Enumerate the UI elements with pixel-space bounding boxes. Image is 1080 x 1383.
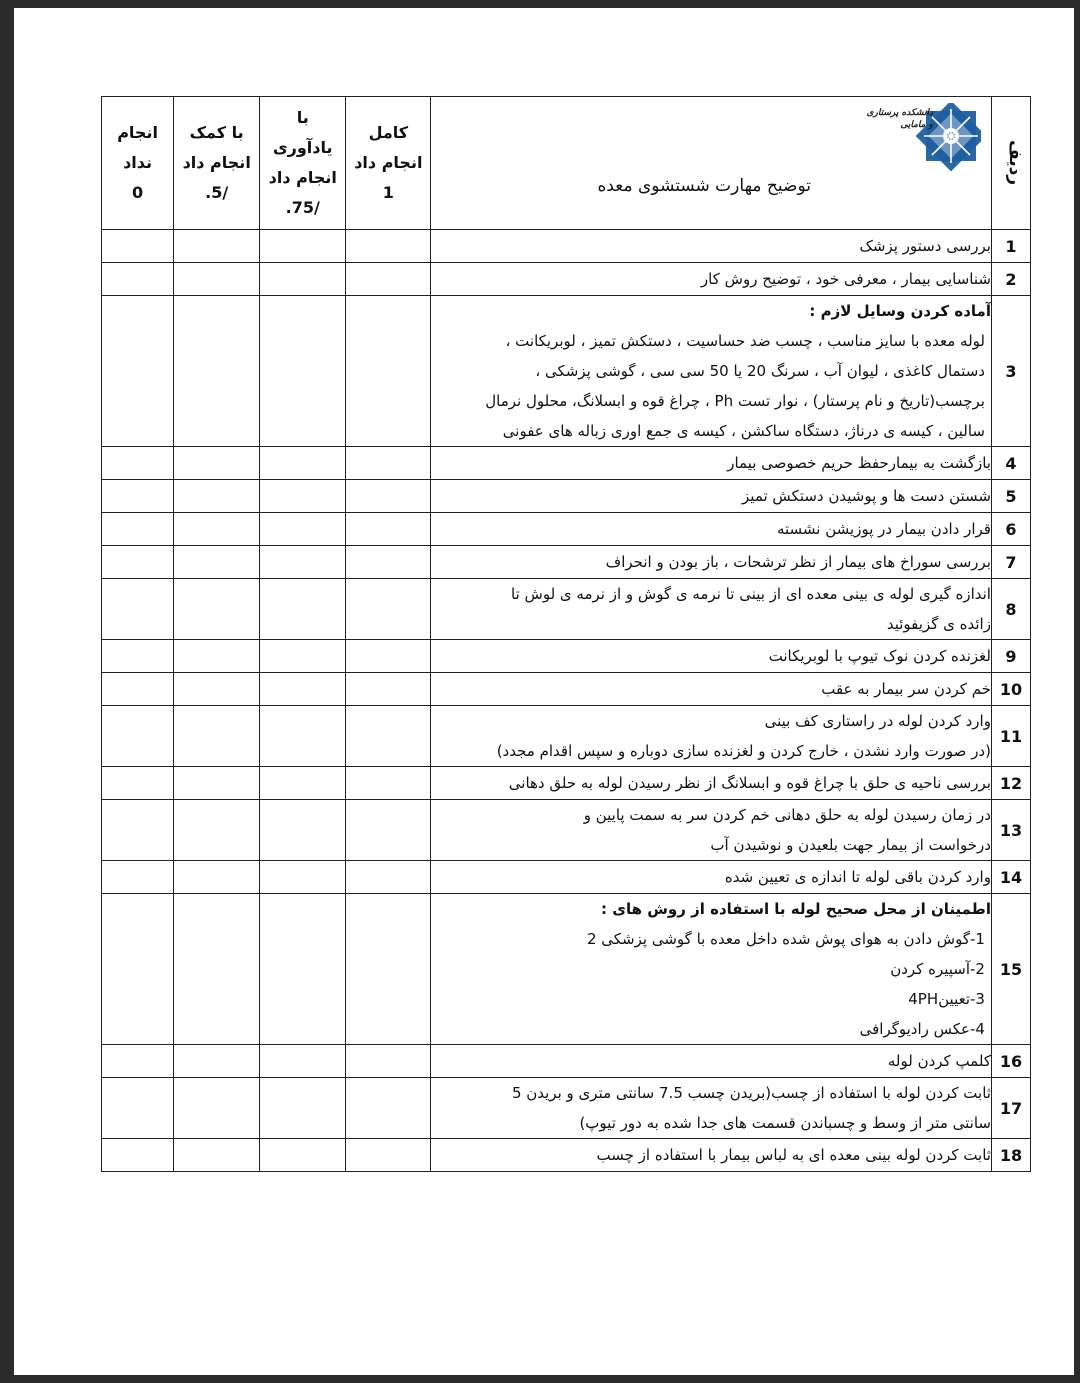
score-reminder-cell[interactable] [260,767,346,800]
step-description [431,894,992,1045]
score-full-cell[interactable] [346,263,431,296]
score-full-cell[interactable] [346,800,431,861]
row-number: 5 [991,480,1030,513]
skill-checklist-table [101,96,1031,1172]
score-none-value: 0 [132,183,144,202]
skill-title-header [431,97,992,230]
score-help-cell[interactable] [174,767,260,800]
row-number: 11 [991,706,1030,767]
score-help-cell[interactable] [174,800,260,861]
step-text-line: قرار دادن بیمار در پوزیشن نشسته [776,520,991,538]
step-text-line: دستمال کاغذی ، لیوان آب ، سرنگ 20 یا 50 سی سی ، گوشی پزشکی ، [535,362,985,380]
score-help-line-1: با کمک [189,123,244,142]
step-text-line: زائده ی گزیفوئید [886,615,991,633]
row-number: 9 [991,640,1030,673]
step-description [431,263,992,296]
score-help-cell[interactable] [174,894,260,1045]
score-full-cell[interactable] [346,447,431,480]
score-help-line-2: انجام داد [182,153,251,172]
step-text-line: وارد کردن لوله در راستاری کف بینی [764,712,991,730]
score-reminder-cell[interactable] [260,230,346,263]
table-row [102,1078,1031,1139]
step-description [431,447,992,480]
row-number: 15 [991,894,1030,1045]
score-help-cell[interactable] [174,1078,260,1139]
score-none-line-2: نداد [123,153,153,172]
score-none-cell[interactable] [102,1078,174,1139]
step-description [431,1045,992,1078]
table-row [102,706,1031,767]
step-description [431,230,992,263]
score-help-cell[interactable] [174,1045,260,1078]
score-none-cell[interactable] [102,767,174,800]
score-reminder-cell[interactable] [260,296,346,447]
step-text-line: وارد کردن باقی لوله تا اندازه ی تعیین شده [724,868,991,886]
step-text-line: ثابت کردن لوله با استفاده از چسب(بریدن چسب 7.5 سانتی متری و بریدن 5 [511,1084,991,1102]
step-description [431,579,992,640]
table-row [102,1045,1031,1078]
row-number: 1 [991,230,1030,263]
score-full-cell[interactable] [346,1078,431,1139]
score-full-cell[interactable] [346,894,431,1045]
score-none-cell[interactable] [102,513,174,546]
row-number: 18 [991,1139,1030,1172]
score-help-cell[interactable] [174,861,260,894]
score-full-cell[interactable] [346,546,431,579]
step-text-line: سانتی متر از وسط و چسباندن قسمت های جدا شده به دور تیوپ) [579,1114,991,1132]
score-help-cell[interactable] [174,546,260,579]
step-text-line: سالین ، کیسه ی درناژ، دستگاه ساکشن ، کیسه ی جمع اوری زباله های عفونی [502,422,985,440]
step-text-line: اطمینان از محل صحیح لوله با استفاده از روش های : [600,900,991,918]
score-none-cell[interactable] [102,230,174,263]
score-full-cell[interactable] [346,513,431,546]
table-row [102,296,1031,447]
step-text-line: برچسب(تاریخ و نام پرستار) ، نوار تست Ph ، چراغ قوه و ابسلانگ، محلول نرمال [485,392,985,410]
step-description [431,296,992,447]
step-text-line: 3-تعیین4PH [908,990,985,1008]
step-description [431,480,992,513]
score-help-cell[interactable] [174,230,260,263]
score-full-header [346,97,431,230]
score-reminder-cell[interactable] [260,861,346,894]
score-reminder-line-1: با [296,108,309,127]
score-reminder-cell[interactable] [260,579,346,640]
score-none-cell[interactable] [102,706,174,767]
score-full-cell[interactable] [346,706,431,767]
score-reminder-cell[interactable] [260,546,346,579]
row-number-label: ردیف [1005,140,1025,186]
row-number: 16 [991,1045,1030,1078]
step-description [431,1078,992,1139]
score-full-cell[interactable] [346,1045,431,1078]
score-none-cell[interactable] [102,546,174,579]
score-full-cell[interactable] [346,579,431,640]
score-reminder-cell[interactable] [260,706,346,767]
table-row [102,263,1031,296]
step-description [431,513,992,546]
table-row [102,1139,1031,1172]
score-none-cell[interactable] [102,861,174,894]
step-description [431,861,992,894]
score-reminder-cell[interactable] [260,894,346,1045]
step-text-line: لغزنده کردن نوک تیوپ با لوبریکانت [768,647,991,665]
score-help-cell[interactable] [174,579,260,640]
table-row [102,861,1031,894]
score-none-cell[interactable] [102,296,174,447]
step-text-line: 1-گوش دادن به هوای پوش شده داخل معده با گوشی پزشکی 2 [586,930,985,948]
step-text-line: شناسایی بیمار ، معرفی خود ، توضیح روش کار [700,270,991,288]
score-help-cell[interactable] [174,640,260,673]
score-reminder-line-3: انجام داد [268,168,337,187]
score-none-header [102,97,174,230]
score-full-cell[interactable] [346,1139,431,1172]
step-text-line: خم کردن سر بیمار به عقب [821,680,991,698]
score-help-header [174,97,260,230]
step-text-line: درخواست از بیمار جهت بلعیدن و نوشیدن آب [710,836,991,854]
table-row [102,480,1031,513]
table-row [102,579,1031,640]
step-description [431,767,992,800]
table-row [102,640,1031,673]
table-row [102,230,1031,263]
row-number: 3 [991,296,1030,447]
row-number: 13 [991,800,1030,861]
step-text-line: 4-عکس رادیوگرافی [859,1020,985,1038]
score-full-cell[interactable] [346,230,431,263]
score-help-value: /5. [205,183,229,202]
row-number: 14 [991,861,1030,894]
table-row [102,513,1031,546]
score-none-line-1: انجام [117,123,158,142]
table-row [102,767,1031,800]
score-help-cell[interactable] [174,447,260,480]
step-text-line: شستن دست ها و پوشیدن دستکش تمیز [742,487,991,505]
score-reminder-cell[interactable] [260,480,346,513]
row-number: 10 [991,673,1030,706]
table-row [102,800,1031,861]
score-reminder-cell[interactable] [260,640,346,673]
row-number: 8 [991,579,1030,640]
score-none-cell[interactable] [102,263,174,296]
row-number: 2 [991,263,1030,296]
step-description [431,640,992,673]
row-number: 12 [991,767,1030,800]
step-text-line: (در صورت وارد نشدن ، خارج کردن و لغزنده سازی دوباره و سپس اقدام مجدد) [496,742,991,760]
score-help-cell[interactable] [174,263,260,296]
table-row [102,546,1031,579]
score-reminder-cell[interactable] [260,1139,346,1172]
row-number-header [991,97,1030,230]
score-reminder-header [260,97,346,230]
score-reminder-value: /75. [285,198,320,217]
step-text-line: بررسی دستور پزشک [859,237,991,255]
score-full-cell[interactable] [346,673,431,706]
row-number: 4 [991,447,1030,480]
score-reminder-cell[interactable] [260,800,346,861]
faculty-name-text: دانشکده پرستاری و مامایی [866,108,933,130]
table-row [102,673,1031,706]
score-full-cell[interactable] [346,640,431,673]
step-text-line: بررسی ناحیه ی حلق با چراغ قوه و ابسلانگ از نظر رسیدن لوله به حلق دهانی [508,774,991,792]
header-row [102,97,1031,230]
score-full-cell[interactable] [346,767,431,800]
score-none-cell[interactable] [102,1045,174,1078]
step-text-line: اندازه گیری لوله ی بینی معده ای از بینی تا نرمه ی گوش و از نرمه ی لوش تا [511,585,991,603]
score-reminder-cell[interactable] [260,263,346,296]
step-description [431,1139,992,1172]
score-full-line-2: انجام داد [354,153,423,172]
checklist-rows [102,230,1031,1172]
score-help-cell[interactable] [174,513,260,546]
score-none-cell[interactable] [102,447,174,480]
row-number: 6 [991,513,1030,546]
score-reminder-cell[interactable] [260,513,346,546]
table-row [102,894,1031,1045]
step-description [431,706,992,767]
step-description [431,800,992,861]
score-full-cell[interactable] [346,480,431,513]
score-none-cell[interactable] [102,1139,174,1172]
score-none-cell[interactable] [102,800,174,861]
score-help-cell[interactable] [174,706,260,767]
step-text-line: ثابت کردن لوله بینی معده ای به لباس بیمار با استفاده از چسب [596,1146,991,1164]
step-text-line: آماده کردن وسایل لازم : [809,302,991,320]
step-text-line: کلمپ کردن لوله [887,1052,991,1070]
skill-title: توضیح مهارت شستشوی معده [597,176,811,196]
score-help-cell[interactable] [174,296,260,447]
step-text-line: لوله معده با سایز مناسب ، چسب ضد حساسیت ، دستکش تمیز ، لوبریکانت ، [505,332,985,350]
score-help-cell[interactable] [174,480,260,513]
row-number: 7 [991,546,1030,579]
row-number: 17 [991,1078,1030,1139]
score-reminder-cell[interactable] [260,1078,346,1139]
step-description [431,546,992,579]
step-text-line: در زمان رسیدن لوله به حلق دهانی خم کردن سر به سمت پایین و [583,806,991,824]
table-row [102,447,1031,480]
score-reminder-cell[interactable] [260,447,346,480]
score-full-line-1: کامل [368,123,409,142]
score-reminder-cell[interactable] [260,673,346,706]
score-none-cell[interactable] [102,894,174,1045]
score-help-cell[interactable] [174,1139,260,1172]
step-description [431,673,992,706]
step-text-line: بررسی سوراخ های بیمار از نظر ترشحات ، باز بودن و انحراف [605,553,991,571]
score-none-cell[interactable] [102,673,174,706]
score-none-cell[interactable] [102,579,174,640]
score-help-cell[interactable] [174,673,260,706]
score-none-cell[interactable] [102,480,174,513]
score-full-value: 1 [382,183,394,202]
score-full-cell[interactable] [346,296,431,447]
score-reminder-line-2: یادآوری [272,138,333,157]
step-text-line: 2-آسپیره کردن [890,960,985,978]
step-text-line: بازگشت به بیمارحفظ حریم خصوصی بیمار [727,454,991,472]
score-full-cell[interactable] [346,861,431,894]
score-none-cell[interactable] [102,640,174,673]
score-reminder-cell[interactable] [260,1045,346,1078]
